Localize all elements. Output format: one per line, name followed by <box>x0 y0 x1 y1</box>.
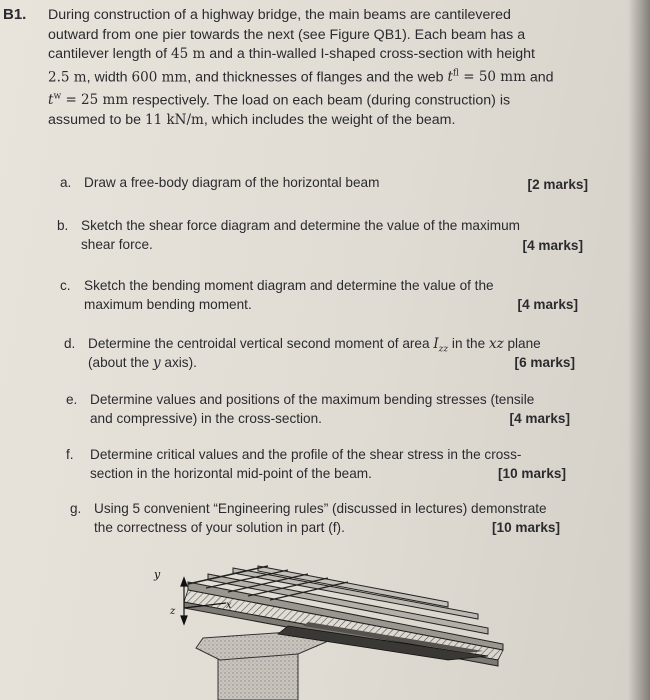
part-label: d. <box>64 336 76 351</box>
part-text: maximum bending moment. <box>84 297 252 312</box>
axis-y-label: y <box>154 568 161 581</box>
part-text: Determine values and positions of the maximum bending stresses (tensile <box>90 392 535 407</box>
part-marks: [10 marks] <box>497 466 566 481</box>
question-number: B1. <box>3 6 27 23</box>
part-text: Determine the centroidal vertical second moment of area $I_{zz}$ in the xz plane <box>88 336 541 355</box>
part-text: Sketch the shear force diagram and determine the value of the maximum <box>81 218 521 233</box>
part-marks: [2 marks] <box>527 177 588 192</box>
part-e <box>66 390 570 432</box>
part-marks: [4 marks] <box>517 297 578 312</box>
axis-z-label: z <box>170 606 176 617</box>
part-text: Using 5 convenient “Engineering rules” (discussed in lectures) demonstrate <box>94 501 547 516</box>
part-d <box>64 334 575 376</box>
part-text: Determine critical values and the profile of the shear stress in the cross- <box>90 447 522 462</box>
part-text: Draw a free-body diagram of the horizontal beam <box>84 175 380 190</box>
part-g <box>70 499 560 541</box>
intro-line: cantilever length of 45 m and a thin-walled I-shaped cross-section with height <box>48 46 535 62</box>
part-text: (about the y axis). <box>88 355 197 371</box>
part-marks: [10 marks] <box>491 520 560 535</box>
page-shadow-edge <box>628 0 650 700</box>
part-marks: [4 marks] <box>509 411 570 426</box>
part-f <box>66 445 566 487</box>
intro-line: $t^w = 25$ mm respectively. The load on each beam (during construction) is <box>48 91 511 108</box>
part-label: f. <box>66 447 74 462</box>
bridge-figure <box>148 556 528 700</box>
part-c <box>60 276 578 318</box>
part-b <box>57 216 583 258</box>
intro-line: assumed to be 11 kN/m, which includes the weight of the beam. <box>48 111 456 128</box>
intro-line: outward from one pier towards the next (see Figure QB1). Each beam has a <box>48 26 526 43</box>
part-label: g. <box>70 501 82 516</box>
part-text: section in the horizontal mid-point of the beam. <box>90 466 372 481</box>
part-marks: [6 marks] <box>514 355 575 370</box>
part-label: c. <box>60 278 71 293</box>
axis-x-label: x <box>226 600 232 611</box>
part-label: b. <box>57 218 69 233</box>
question-intro <box>48 6 596 130</box>
intro-line: 2.5 m, width 600 mm, and thicknesses of flanges and the web $t^{fl} = 50$ mm and <box>48 68 554 85</box>
part-text: shear force. <box>81 237 153 252</box>
part-text: and compressive) in the cross-section. <box>90 411 322 426</box>
part-label: e. <box>66 392 78 407</box>
part-label: a. <box>60 175 72 190</box>
part-a <box>60 173 588 195</box>
part-marks: [4 marks] <box>522 238 583 253</box>
part-text: Sketch the bending moment diagram and determine the value of the <box>84 278 494 293</box>
intro-line: During construction of a highway bridge, the main beams are cantilevered <box>48 7 511 23</box>
part-text: the correctness of your solution in part (f). <box>94 520 345 535</box>
